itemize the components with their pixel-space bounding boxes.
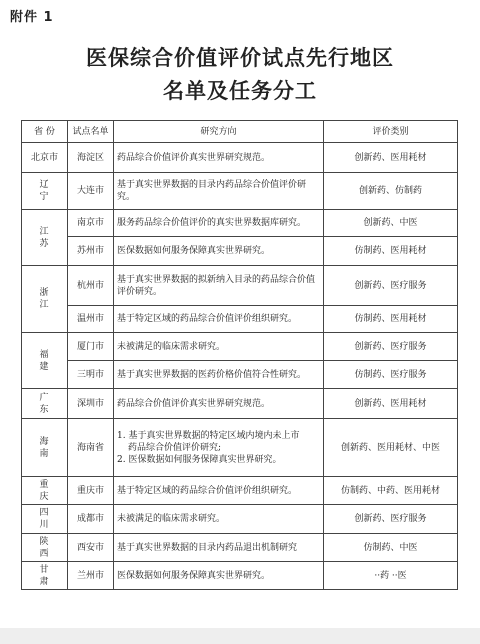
direction-cell [114, 389, 324, 419]
province-cell: 甘 肃 [22, 562, 68, 590]
city-cell: 重庆市 [68, 477, 114, 505]
category-cell: 仿制药、医用耗材 [324, 306, 458, 333]
table-row [22, 306, 458, 333]
province-cell: 江 苏 [22, 210, 68, 266]
direction-cell [114, 562, 324, 590]
direction-cell [114, 210, 324, 237]
city-cell: 大连市 [68, 173, 114, 210]
direction-text: 基于特定区域的药品综合价值评价组织研究。 [117, 314, 298, 324]
direction-text: 药品综合价值评价真实世界研究规范。 [117, 152, 271, 163]
category-cell: 创新药、医用耗材、中医 [324, 419, 458, 477]
city-cell: 南京市 [68, 210, 114, 237]
table-row [22, 143, 458, 173]
category-cell: 仿制药、医用耗材 [324, 237, 458, 266]
direction-text: 药品综合价值评价真实世界研究规范。 [117, 398, 271, 409]
direction-cell [114, 534, 324, 562]
category-cell: 创新药、医疗服务 [324, 505, 458, 534]
city-cell: 深圳市 [68, 389, 114, 419]
city-cell: 海南省 [68, 419, 114, 477]
direction-cell [114, 477, 324, 505]
direction-cell [114, 237, 324, 266]
document-subtitle: 名单及任务分工 [163, 78, 317, 103]
direction-cell [114, 333, 324, 361]
direction-text: 1. 基于真实世界数据的特定区域内境内未上市 [117, 430, 300, 441]
category-cell: 创新药、医疗服务 [324, 266, 458, 306]
table-header-row [22, 121, 458, 143]
direction-cell [114, 361, 324, 389]
table-row [22, 173, 458, 210]
city-cell: 西安市 [68, 534, 114, 562]
province-cell: 广 东 [22, 389, 68, 419]
province-cell: 辽 宁 [22, 173, 68, 210]
table-row [22, 419, 458, 477]
province-cell: 福 建 [22, 333, 68, 389]
city-cell: 温州市 [68, 306, 114, 333]
direction-text: 医保数据如何服务保障真实世界研究。 [117, 570, 271, 581]
direction-text: 2. 医保数据如何服务保障真实世界研究。 [117, 454, 282, 465]
table-row [22, 477, 458, 505]
direction-text: 服务药品综合价值评价的真实世界数据库研究。 [117, 218, 307, 228]
direction-text: 基于特定区域的药品综合价值评价组织研究。 [117, 485, 298, 496]
direction-cell [114, 505, 324, 534]
province-cell: 陕 西 [22, 534, 68, 562]
table-row [22, 361, 458, 389]
direction-cell [114, 143, 324, 173]
header-province: 省 份 [22, 121, 68, 143]
table-row [22, 505, 458, 534]
direction-cell [114, 173, 324, 210]
province-cell: 重 庆 [22, 477, 68, 505]
category-cell: 仿制药、医疗服务 [324, 361, 458, 389]
table-row [22, 389, 458, 419]
city-cell: 海淀区 [68, 143, 114, 173]
category-cell: 创新药、医用耗材 [324, 389, 458, 419]
table-row [22, 210, 458, 237]
table-row [22, 266, 458, 306]
category-cell: 仿制药、中医 [324, 534, 458, 562]
category-cell: ··药 ··医 [324, 562, 458, 590]
page-bottom-strip [0, 628, 480, 644]
direction-text: 药品综合价值评价研究; [128, 442, 222, 453]
province-cell: 四 川 [22, 505, 68, 534]
document-title: 医保综合价值评价试点先行地区 [86, 45, 394, 70]
category-cell: 创新药、中医 [324, 210, 458, 237]
province-cell: 海 南 [22, 419, 68, 477]
city-cell: 杭州市 [68, 266, 114, 306]
direction-text: 基于真实世界数据的医药价格价值符合性研究。 [117, 369, 307, 380]
direction-cell [114, 419, 324, 477]
direction-text: 基于真实世界数据的目录内药品综合价值评价研究。 [117, 180, 307, 202]
table-row [22, 333, 458, 361]
header-city: 试点名单 [68, 121, 114, 143]
city-cell: 苏州市 [68, 237, 114, 266]
category-cell: 创新药、医疗服务 [324, 333, 458, 361]
category-cell: 创新药、医用耗材 [324, 143, 458, 173]
table-row [22, 534, 458, 562]
attachment-label: 附件 1 [10, 10, 54, 25]
header-direction: 研究方向 [114, 121, 324, 143]
city-cell: 三明市 [68, 361, 114, 389]
table-row [22, 237, 458, 266]
province-cell: 浙 江 [22, 266, 68, 333]
direction-text: 医保数据如何服务保障真实世界研究。 [117, 246, 271, 256]
city-cell: 厦门市 [68, 333, 114, 361]
pilot-regions-table [21, 120, 458, 590]
province-cell: 北京市 [22, 143, 68, 173]
direction-text: 未被满足的临床需求研究。 [117, 514, 226, 524]
category-cell: 仿制药、中药、医用耗材 [324, 477, 458, 505]
city-cell: 兰州市 [68, 562, 114, 590]
direction-text: 基于真实世界数据的拟新纳入目录的药品综合价值评价研究。 [117, 274, 316, 297]
city-cell: 成都市 [68, 505, 114, 534]
direction-text: 基于真实世界数据的目录内药品退出机制研究 [117, 542, 298, 553]
table-row [22, 562, 458, 590]
direction-cell [114, 306, 324, 333]
header-category: 评价类别 [324, 121, 458, 143]
direction-text: 未被满足的临床需求研究。 [117, 341, 226, 352]
direction-cell [114, 266, 324, 306]
category-cell: 创新药、仿制药 [324, 173, 458, 210]
